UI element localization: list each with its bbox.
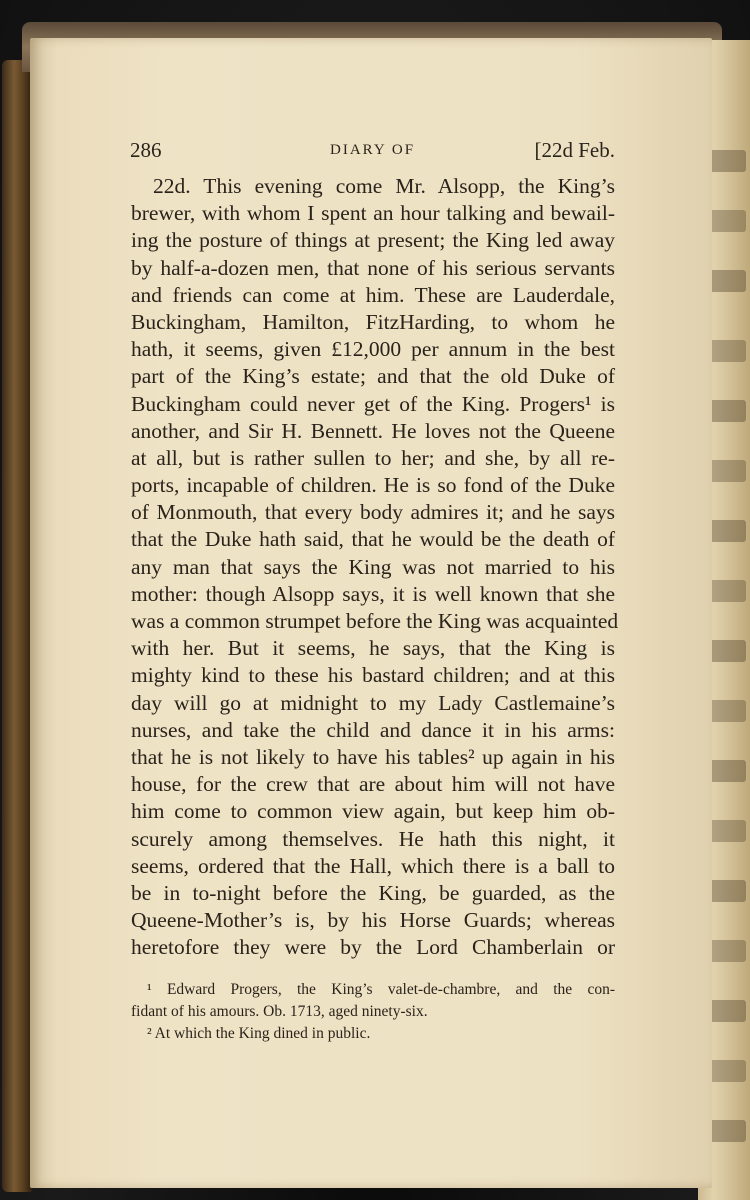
diary-entry	[131, 173, 619, 961]
text-line: brewer, with whom I spent an hour talking and bewail-	[131, 201, 615, 226]
footnotes	[131, 979, 615, 1045]
book-spine	[2, 60, 32, 1192]
text-line: him come to common view again, but keep him ob-	[131, 799, 615, 824]
text-line: be in to-night before the King, be guarded, as the	[131, 880, 615, 905]
text-line: by half-a-dozen men, that none of his serious servants	[131, 255, 615, 280]
footnote-1-cont: fidant of his amours. Ob. 1713, aged ninety-six.	[131, 1003, 428, 1020]
footnote-2: ² At which the King dined in public.	[147, 1025, 371, 1042]
text-line: Buckingham, Hamilton, FitzHarding, to whom he	[131, 309, 615, 334]
text-line: mighty kind to these his bastard children; and at this	[131, 663, 615, 688]
text-line: day will go at midnight to my Lady Castlemaine’s	[131, 690, 615, 715]
text-line: ports, incapable of children. He is so fond of the Duke	[131, 473, 615, 498]
text-line: at all, but is rather sullen to her; and she, by all re-	[131, 445, 615, 470]
text-line: Buckingham could never get of the King. Progers¹ is	[131, 391, 615, 416]
text-line: that he is not likely to have his tables² up again in his	[131, 744, 615, 769]
text-line: was a common strumpet before the King was acquainted	[131, 609, 619, 633]
text-line: any man that says the King was not married to his	[131, 554, 615, 579]
text-line: seems, ordered that the Hall, which there is a ball to	[131, 853, 615, 878]
text-line: mother: though Alsopp says, it is well known that she	[131, 581, 615, 606]
text-line: with her. But it seems, he says, that the King is	[131, 636, 615, 661]
page-number: 286	[130, 138, 162, 162]
text-line: ing the posture of things at present; the King led away	[131, 228, 615, 253]
running-title: DIARY OF	[330, 142, 416, 158]
text-line: and friends can come at him. These are Lauderdale,	[131, 282, 615, 307]
page-header	[130, 138, 615, 168]
footnote-1: ¹ Edward Progers, the King’s valet-de-chambre, and the con-	[147, 981, 615, 998]
text-line: that the Duke hath said, that he would be the death of	[131, 527, 615, 552]
text-line: part of the King’s estate; and that the old Duke of	[131, 364, 615, 389]
text-line: scurely among themselves. He hath this night, it	[131, 826, 615, 851]
text-line: Queene-Mother’s is, by his Horse Guards; whereas	[131, 908, 615, 933]
text-line: house, for the crew that are about him will not have	[131, 772, 615, 797]
text-line: another, and Sir H. Bennett. He loves not the Queene	[131, 418, 615, 443]
text-line: 22d. This evening come Mr. Alsopp, the King’s	[153, 174, 615, 198]
header-date: [22d Feb.	[534, 138, 615, 162]
text-line: hath, it seems, given £12,000 per annum in the best	[131, 337, 615, 362]
text-line: nurses, and take the child and dance it in his arms:	[131, 717, 615, 742]
text-line: heretofore they were by the Lord Chamberlain or	[131, 935, 615, 960]
text-line: of Monmouth, that every body admires it; and he says	[131, 500, 615, 525]
